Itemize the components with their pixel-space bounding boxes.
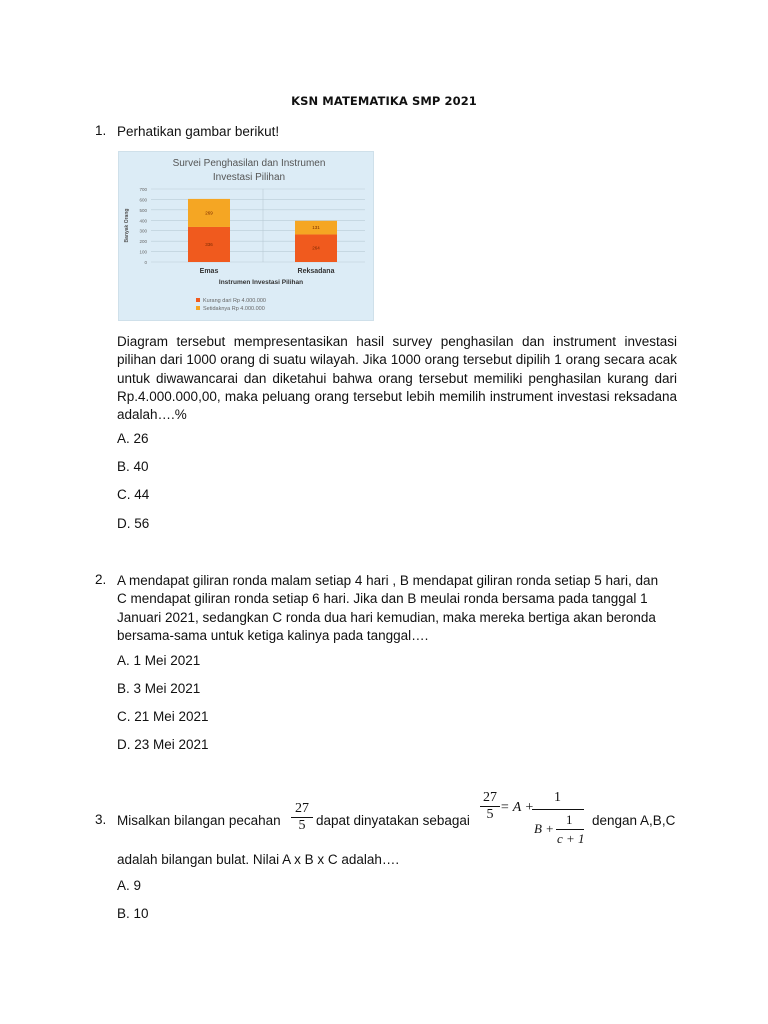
q3-equation-one: 1	[554, 790, 561, 805]
q3-equation-inner-one: 1	[566, 812, 573, 827]
q2-number: 2.	[95, 572, 107, 587]
q2-line: C mendapat giliran ronda setiap 6 hari. Jika dan B meulai ronda bersama pada tanggal 1	[117, 591, 648, 607]
q1-option-d[interactable]: D. 56	[117, 516, 150, 531]
chart-x-tick-label: Reksadana	[297, 268, 335, 275]
q2-line: bersama-sama untuk ketiga kalinya pada tanggal….	[117, 627, 429, 643]
q2-line: Januari 2021, sedangkan C ronda dua hari kemudian, maka mereka bertiga akan beronda	[117, 609, 656, 625]
q3-fraction-denominator: 5	[291, 817, 313, 834]
chart-y-tick-label: 100	[139, 249, 147, 255]
chart-data-label: 269	[205, 210, 213, 216]
q2-option-a[interactable]: A. 1 Mei 2021	[117, 653, 201, 668]
q3-option-b[interactable]: B. 10	[117, 906, 149, 921]
chart-svg	[119, 152, 375, 322]
q3-equation-c-plus-1: c + 1	[557, 831, 585, 846]
q1-number: 1.	[95, 123, 107, 138]
q3-text-middle: dapat dinyatakan sebagai	[316, 813, 470, 828]
chart-title-line: Survei Penghasilan dan Instrumen	[172, 158, 326, 169]
q2-option-b[interactable]: B. 3 Mei 2021	[117, 681, 201, 696]
chart-legend-swatch	[196, 298, 200, 302]
q1-prompt: Perhatikan gambar berikut!	[117, 124, 280, 139]
chart-y-tick-label: 700	[139, 187, 147, 192]
chart-legend-swatch	[196, 306, 200, 310]
q1-paragraph: Diagram tersebut mempresentasikan hasil survey penghasilan dan instrument investasi pilihan dari 1000 orang di suatu wilayah. Jika 1000 orang tersebut dipilih 1 orang secara acak untuk diwawancarai dan diketahui bahwa orang tersebut memiliki penghasilan kurang dari Rp.4.000.000,00, maka peluang orang tersebut lebih memilih instrument investasi reksadana adalah….%	[117, 334, 677, 423]
chart-data-label: 131	[312, 225, 320, 231]
q3-line2: adalah bilangan bulat. Nilai A x B x C adalah….	[117, 852, 400, 867]
q3-equation-inner-bar	[556, 829, 584, 830]
q2-body	[117, 572, 682, 645]
q3-option-a[interactable]: A. 9	[117, 878, 142, 893]
q3-equation-lhs	[480, 790, 500, 823]
q3-equation-lhs-denominator: 5	[480, 806, 500, 823]
q3-fraction	[291, 801, 313, 834]
chart-y-tick-label: 400	[139, 218, 147, 224]
chart-y-tick-label: 200	[139, 239, 147, 245]
chart-legend-label: Setidaknya Rp 4.000.000	[203, 306, 265, 312]
chart-y-tick-label: 0	[144, 260, 147, 265]
q3-equation-main-bar	[532, 809, 584, 810]
chart-x-tick-label: Emas	[199, 268, 219, 275]
chart-data-label: 264	[312, 245, 320, 251]
q3-equation-b-plus: B +	[534, 821, 554, 836]
chart-x-axis-label: Instrumen Investasi Pilihan	[218, 279, 304, 286]
chart-y-tick-label: 600	[139, 197, 147, 203]
chart-legend-label: Kurang dari Rp 4.000.000	[203, 298, 266, 304]
survey-chart	[118, 151, 374, 321]
q2-option-c[interactable]: C. 21 Mei 2021	[117, 709, 209, 724]
q3-text-after: dengan A,B,C	[592, 813, 676, 828]
chart-y-tick-label: 300	[139, 228, 147, 234]
chart-y-axis-label: Banyak Orang	[124, 208, 130, 243]
chart-y-tick-label: 500	[139, 207, 147, 213]
q1-option-b[interactable]: B. 40	[117, 459, 149, 474]
q1-option-a[interactable]: A. 26	[117, 431, 149, 446]
q3-fraction-numerator: 27	[295, 801, 309, 816]
q3-text-before: Misalkan bilangan pecahan	[117, 813, 281, 828]
q2-line: A mendapat giliran ronda malam setiap 4 hari , B mendapat giliran ronda setiap 5 hari, dan	[117, 573, 659, 588]
q3-number: 3.	[95, 812, 107, 827]
q2-option-d[interactable]: D. 23 Mei 2021	[117, 737, 209, 752]
chart-title-line: Investasi Pilihan	[212, 172, 286, 183]
chart-data-label: 336	[205, 241, 213, 247]
page-title: KSN MATEMATIKA SMP 2021	[291, 94, 477, 108]
q3-equation-lhs-numerator: 27	[483, 790, 497, 805]
q3-equation-equals-a: = A +	[500, 800, 534, 815]
q1-option-c[interactable]: C. 44	[117, 487, 150, 502]
